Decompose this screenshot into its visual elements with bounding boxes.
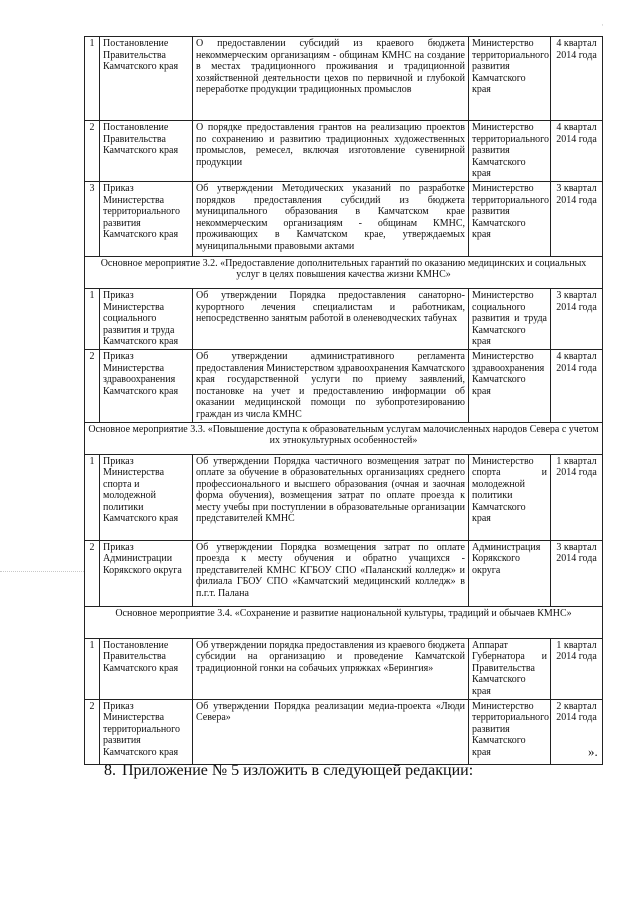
table-row xyxy=(85,121,603,182)
document-title-cell: Об утверждении Порядка предоставления санаторно-курортного лечения специалистам и работникам, непосредственно занятым работой в оленеводческих табунах xyxy=(193,288,469,349)
document-title-cell: Об утверждении административного регламента предоставления Министерством здравоохранения Камчатского края государственной услуги по приему заявлений, постановке на учет и предоставлению информации об оказании медицинской помощи по зубопротезированию граждан из числа КМНС xyxy=(193,349,469,422)
closing-quote: ». xyxy=(588,744,598,759)
table-row xyxy=(85,181,603,256)
document-title-cell: Об утверждении Порядка реализации медиа-проекта «Люди Севера» xyxy=(193,699,469,764)
executor-cell: Министерство спорта и молодежной политики Камчатского края xyxy=(469,454,551,540)
document-type-cell: Приказ Министерства спорта и молодежной политики Камчатского края xyxy=(100,454,193,540)
document-type-cell: Приказ Министерства территориального развития Камчатского края xyxy=(100,699,193,764)
section-heading xyxy=(104,762,473,780)
executor-cell: Министерство территориального развития Камчатского края xyxy=(469,181,551,256)
table-row xyxy=(85,699,603,764)
deadline-cell: 2 квартал 2014 года xyxy=(551,699,603,764)
document-type-cell: Постановление Правительства Камчатского края xyxy=(100,638,193,699)
row-number-cell: 1 xyxy=(85,37,100,121)
executor-cell: Министерство территориального развития Камчатского края xyxy=(469,121,551,182)
deadline-cell: 3 квартал 2014 года xyxy=(551,540,603,606)
heading-number: 8. xyxy=(104,762,116,779)
deadline-cell: 4 квартал 2014 года xyxy=(551,121,603,182)
executor-cell: Министерство здравоохранения Камчатского края xyxy=(469,349,551,422)
table-row xyxy=(85,638,603,699)
row-number-cell: 2 xyxy=(85,699,100,764)
document-type-cell: Приказ Министерства социального развития и труда Камчатского края xyxy=(100,288,193,349)
table-row xyxy=(85,37,603,121)
section-title: Основное мероприятие 3.2. «Предоставление дополнительных гарантий по оказанию медицинских и социальных услуг в целях повышения качества жизни КМНС» xyxy=(85,256,603,288)
document-title-cell: О предоставлении субсидий из краевого бюджета некоммерческим организациям - общинам КМНС на создание в местах традиционного проживания и традиционной хозяйственной деятельности цехов по первичной и глубокой переработке продукции традиционных промыслов xyxy=(193,37,469,121)
deadline-cell: 4 квартал 2014 года xyxy=(551,349,603,422)
document-title-cell: О порядке предоставления грантов на реализацию проектов по сохранению и развитию традиционных художественных промыслов, ремесел, включая изготовление сувенирной продукции xyxy=(193,121,469,182)
row-number-cell: 2 xyxy=(85,121,100,182)
row-number-cell: 1 xyxy=(85,454,100,540)
row-number-cell: 1 xyxy=(85,288,100,349)
document-type-cell: Приказ Министерства здравоохранения Камчатского края xyxy=(100,349,193,422)
document-title-cell: Об утверждении порядка предоставления из краевого бюджета субсидии на организацию и проведение Камчатской традиционной гонки на собачьих упряжках «Берингия» xyxy=(193,638,469,699)
section-row xyxy=(85,606,603,638)
document-title-cell: Об утверждении Методических указаний по разработке порядков предоставления субсидий из бюджета муниципального образования в Камчатском крае некоммерческим организациям - общинам КМНС, проживающих в Камчатском крае, утверждаемых муниципальными правовыми актами xyxy=(193,181,469,256)
document-title-cell: Об утверждении Порядка возмещения затрат по оплате проезда к месту обучения и обратно учащихся - представителей КМНС КГБОУ СПО «Паланский колледж» и филиала ГБОУ СПО «Камчатский медицинский колледж» в п.г.т. Палана xyxy=(193,540,469,606)
executor-cell: Аппарат Губернатора и Правительства Камчатского края xyxy=(469,638,551,699)
row-number-cell: 2 xyxy=(85,349,100,422)
document-type-cell: Приказ Администрации Корякского округа xyxy=(100,540,193,606)
section-row xyxy=(85,256,603,288)
measures-table xyxy=(84,36,603,765)
section-row xyxy=(85,422,603,454)
deadline-cell: 1 квартал 2014 года xyxy=(551,638,603,699)
deadline-cell: 3 квартал 2014 года xyxy=(551,288,603,349)
scan-mark: · xyxy=(601,20,604,30)
row-number-cell: 1 xyxy=(85,638,100,699)
scan-dotted-line xyxy=(0,571,84,572)
section-title: Основное мероприятие 3.3. «Повышение доступа к образовательным услугам малочисленных народов Севера с учетом их этнокультурных особенностей» xyxy=(85,422,603,454)
table-row xyxy=(85,454,603,540)
heading-text: Приложение № 5 изложить в следующей редакции: xyxy=(122,762,474,779)
deadline-cell: 3 квартал 2014 года xyxy=(551,181,603,256)
row-number-cell: 3 xyxy=(85,181,100,256)
table-row xyxy=(85,288,603,349)
deadline-cell: 4 квартал 2014 года xyxy=(551,37,603,121)
document-type-cell: Постановление Правительства Камчатского края xyxy=(100,121,193,182)
document-type-cell: Постановление Правительства Камчатского края xyxy=(100,37,193,121)
deadline-cell: 1 квартал 2014 года xyxy=(551,454,603,540)
table-row xyxy=(85,540,603,606)
document-title-cell: Об утверждении Порядка частичного возмещения затрат по оплате за обучение в образовательных организациях среднего профессионального и высшего образования (очная и заочная форма обучения), возмещения затрат по оплате проезда к месту учебы при поступлении в образовательные организации представителей КМНС xyxy=(193,454,469,540)
executor-cell: Министерство территориального развития Камчатского края xyxy=(469,37,551,121)
row-number-cell: 2 xyxy=(85,540,100,606)
executor-cell: Министерство социального развития и труда Камчатского края xyxy=(469,288,551,349)
executor-cell: Министерство территориального развития Камчатского края xyxy=(469,699,551,764)
document-type-cell: Приказ Министерства территориального развития Камчатского края xyxy=(100,181,193,256)
executor-cell: Администрация Корякского округа xyxy=(469,540,551,606)
table-row xyxy=(85,349,603,422)
section-title: Основное мероприятие 3.4. «Сохранение и развитие национальной культуры, традиций и обычаев КМНС» xyxy=(85,606,603,638)
